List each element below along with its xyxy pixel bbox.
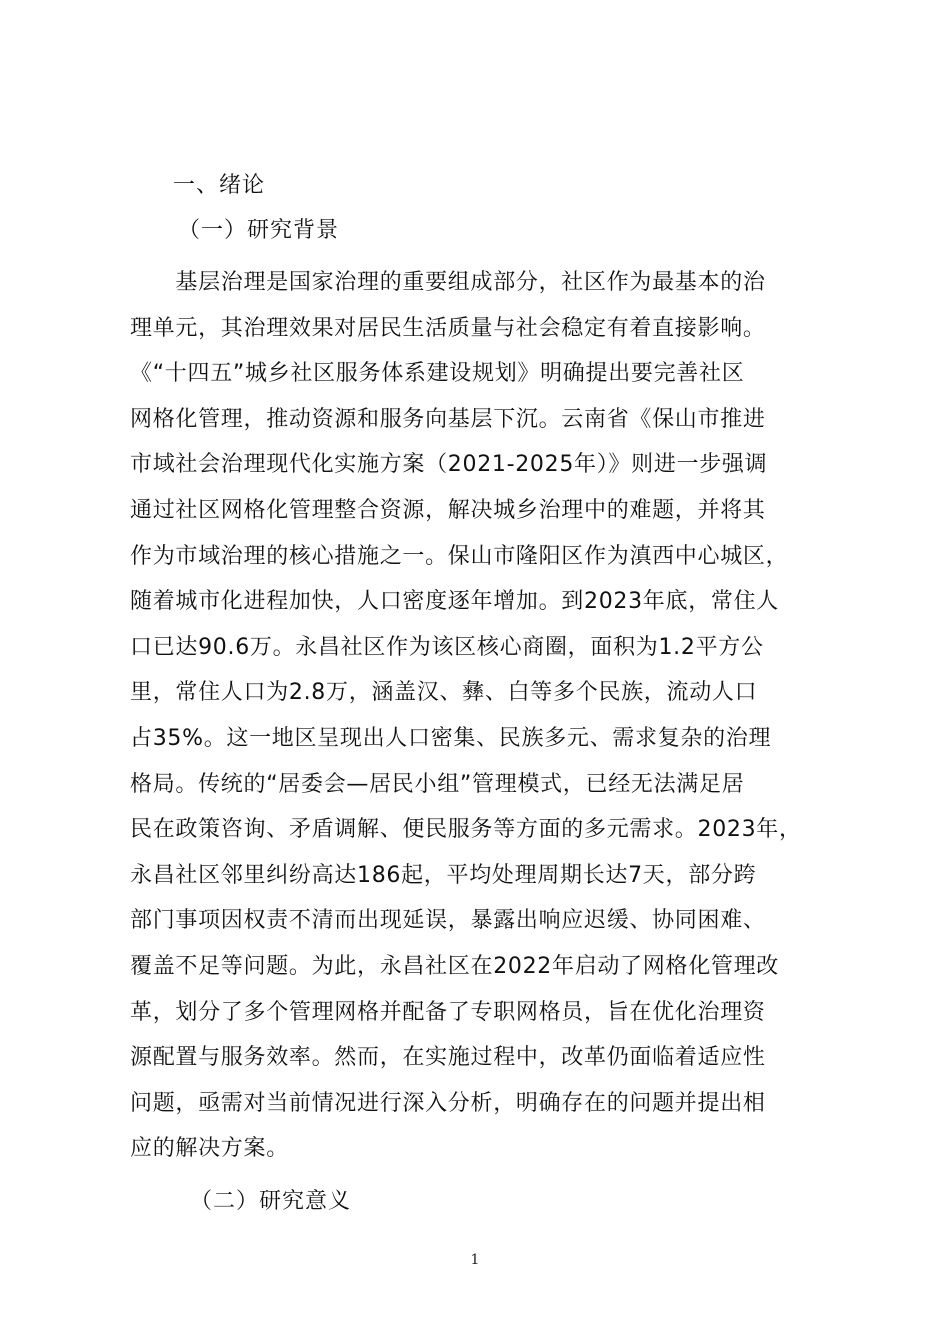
paragraph-line: 民在政策咨询、矛盾调解、便民服务等方面的多元需求。2023年，	[130, 817, 802, 843]
paragraph-line: 里，常住人口为2.8万，涵盖汉、彝、白等多个民族，流动人口	[130, 680, 758, 706]
paragraph-line: 部门事项因权责不清而出现延误，暴露出响应迟缓、协同困难、	[130, 908, 766, 934]
paragraph-line: 《“十四五”城乡社区服务体系建设规划》明确提出要完善社区	[130, 361, 745, 387]
paragraph-line: 通过社区网格化管理整合资源，解决城乡治理中的难题，并将其	[130, 497, 766, 523]
paragraph-line: 革，划分了多个管理网格并配备了专职网格员，旨在优化治理资	[130, 999, 766, 1025]
paragraph-line: 理单元，其治理效果对居民生活质量与社会稳定有着直接影响。	[130, 315, 766, 341]
section-heading: 一、绪论	[173, 173, 266, 198]
paragraph-line: 随着城市化进程加快，人口密度逐年增加。到2023年底，常住人	[130, 589, 779, 615]
paragraph-line: 覆盖不足等问题。为此，永昌社区在2022年启动了网格化管理改	[130, 953, 779, 979]
paragraph-line: 问题，亟需对当前情况进行深入分析，明确存在的问题并提出相	[130, 1090, 766, 1116]
paragraph-line: 格局。传统的“居委会—居民小组”管理模式，已经无法满足居	[130, 771, 745, 797]
paragraph-line: 永昌社区邻里纠纷高达186起，平均处理周期长达7天，部分跨	[130, 862, 757, 888]
paragraph-line: 占35%。这一地区呈现出人口密集、民族多元、需求复杂的治理	[130, 725, 772, 751]
paragraph-line: 基层治理是国家治理的重要组成部分，社区作为最基本的治	[130, 270, 766, 295]
paragraph-line: 口已达90.6万。永昌社区作为该区核心商圈，面积为1.2平方公	[130, 634, 764, 660]
subsection-heading-significance: （二）研究意义	[190, 1189, 352, 1214]
body-paragraph	[130, 260, 850, 1172]
paragraph-line: 市域社会治理现代化实施方案（2021-2025年）》则进一步强调	[130, 452, 768, 478]
paragraph-line: 源配置与服务效率。然而，在实施过程中，改革仍面临着适应性	[130, 1045, 766, 1071]
paragraph-line: 应的解决方案。	[130, 1136, 289, 1162]
subsection-heading-background: （一）研究背景	[178, 218, 340, 243]
paragraph-line: 网格化管理，推动资源和服务向基层下沉。云南省《保山市推进	[130, 406, 766, 432]
page-number: 1	[470, 1252, 480, 1268]
paragraph-line: 作为市域治理的核心措施之一。保山市隆阳区作为滇西中心城区，	[130, 543, 789, 569]
